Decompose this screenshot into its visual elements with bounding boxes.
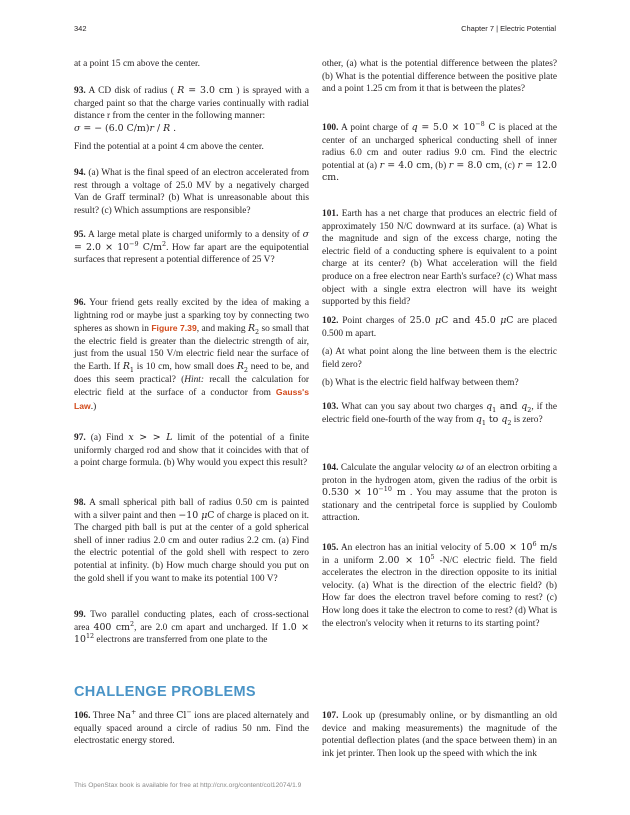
problem-number: 93. — [74, 86, 86, 96]
math-point-charges: 25.0 μC and 45.0 μC — [409, 315, 514, 326]
problem-93: 93. A CD disk of radius ( R = 3.0 cm ) is sprayed with a charged paint so that the charge varies continually with radial distance r from the center in the following manner: σ = − (6.0 C/m)r / R . Find the potential at a point 4 cm above the center. — [74, 85, 310, 153]
math-electron-count: $1.0 \times 10^{12}$ — [74, 621, 310, 646]
problem-92-tail: at a point 15 cm above the center. — [74, 59, 200, 69]
math-field: $2.00 \times 10^5$ — [378, 552, 435, 566]
problem-98: 98. A small spherical pith ball of radius 0.50 cm is painted with a silver paint and then −10 μC of charge is placed on it. The charged pith ball is put at the center of a gold spherical shell of inner radius 2.0 cm and outer radius 2.2 cm. (a) Find the electric potential of the gold shell with respect to zero potential at infinity. (b) How much charge should you put on the gold shell if you want to make its potential 100 V? — [74, 498, 310, 584]
problem-107: 107. Look up (presumably online, or by dismantling an old device and making measurements) the magnitude of the potential deflection plates (and the space between them) in an ink jet printer. Then look up the speed with which the ink — [322, 711, 558, 759]
problem-99: 99. Two parallel conducting plates, each of cross-sectional area 400 $cm^2$, are 2.0 cm apart and uncharged. If $1.0 \times 10^{12}$ electrons are transferred from one plate to the — [74, 610, 310, 646]
math-point-charge: $q = 5.0 \times 10^{-8}$ C — [411, 119, 496, 133]
problem-104: 104. Calculate the angular velocity ω of an electron orbiting a proton in the hydrogen atom, given the radius of the orbit is $0.530 \times 10^{-10}$ m . You may assume that the proton is stationary and the centripetal force is supplied by Coulomb attraction. — [322, 462, 558, 524]
math-orbit-radius: $0.530 \times 10^{-10}$ m — [322, 485, 406, 499]
math-sigma: σ = − (6.0 C/m)r / R . — [74, 122, 177, 134]
gauss-law-link[interactable]: Gauss's Law — [74, 387, 309, 411]
problem-94: 94. (a) What is the final speed of an electron accelerated from rest through a voltage of 25.0 MV by a negatively charged Van de Graff terminal? (b) What is unreasonable about this result? (c) Which assumptions are responsible? — [74, 168, 309, 216]
problem-106: 106. Three Na+ and three Cl− ions are placed alternately and equally spaced around a circle of radius 50 nm. Find the electrostatic energy stored. — [74, 707, 309, 747]
math-charge: −10 μC — [178, 509, 215, 521]
math-limit: x > > L — [128, 432, 173, 443]
problem-96: 96. Your friend gets really excited by the idea of making a lightning rod or maybe just a sparking toy by connecting two spheres as shown in Figure 7.39, and making $R_2$ so small that the electric field is greater than the dielectric strength of air, just from the usual 150 V/m electric field near the surface of the Earth. If $R_1$ is 10 cm, how small does $R_2$ need to be, and does this seem practical? (Hint: recall the calculation for electric field at the surface of a conductor from Gauss's Law.) — [74, 298, 310, 412]
problem-103: 103. What can you say about two charges $q_1$ and $q_2$, if the electric field one-fourth of the way from $q_1$ to $q_2$ is zero? — [322, 401, 557, 427]
math-density: $\sigma = 2.0 \times 10^{-9}$ $C/m^2$ — [74, 229, 309, 253]
problem-97: 97. (a) Find x > > L limit of the potential of a finite uniformly charged rod and show that it coincides with that of a point charge formula. (b) Why would you expect this result? — [74, 432, 310, 469]
math-area: 400 $cm^2$ — [93, 619, 135, 633]
problem-105: 105. An electron has an initial velocity of $5.00 \times 10^6$ m/s in a uniform $2.00 \times 10^5$ -N/C electric field. The field accelerates the electron in the direction opposite to its initial velocity. (a) What is the direction of the electric field? (b) How far does the electron travel before coming to rest? (c) How long does it take the electron to come to rest? (d) What is the electron's velocity when it returns to its starting point? — [322, 539, 558, 629]
problem-101: 101. Earth has a net charge that produces an electric field of approximately 150 N/C downward at its surface. (a) What is the magnitude and sign of the excess charge, noting the electric field of a conducting sphere is equivalent to a point charge at its center? (b) What acceleration will the field produce on a free electron near Earth's surface? (c) What mass object with a single extra electron will have its weight supported by this field? — [322, 209, 557, 308]
problem-102: 102. Point charges of 25.0 μC and 45.0 μC are placed 0.500 m apart. (a) At what point along the line between them is the electric field zero? (b) What is the electric field halfway between them? — [322, 315, 557, 389]
chapter-header: Chapter 7 | Electric Potential — [461, 24, 556, 33]
section-title: CHALLENGE PROBLEMS — [74, 684, 256, 700]
figure-link[interactable]: Figure 7.39 — [151, 323, 197, 334]
problem-100: 100. A point charge of $q = 5.0 \times 10^{-8}$ C is placed at the center of an uncharged spherical conducting shell of inner radius 6.0 cm and outer radius 9.0 cm. Find the electric potential at (a) r = 4.0 cm, (b) r = 8.0 cm, (c) r = 12.0 cm. — [322, 119, 558, 184]
problem-99-tail: other, (a) what is the potential difference between the plates? (b) What is the potential difference between the positive plate and a point 1.25 cm from it that is between the plates? — [322, 59, 557, 95]
page-footer: This OpenStax book is available for free at http://cnx.org/content/col12074/1.9 — [74, 782, 302, 789]
math-radius: R = 3.0 cm — [177, 85, 234, 96]
page-number: 342 — [74, 24, 87, 33]
problem-95: 95. A large metal plate is charged uniformly to a density of $\sigma = 2.0 \times 10^{-9}$ $C/m^2$. How far apart are the equipotential surfaces that represent a potential difference of 25 V? — [74, 229, 309, 266]
math-velocity: $5.00 \times 10^6$ m/s — [484, 539, 558, 553]
